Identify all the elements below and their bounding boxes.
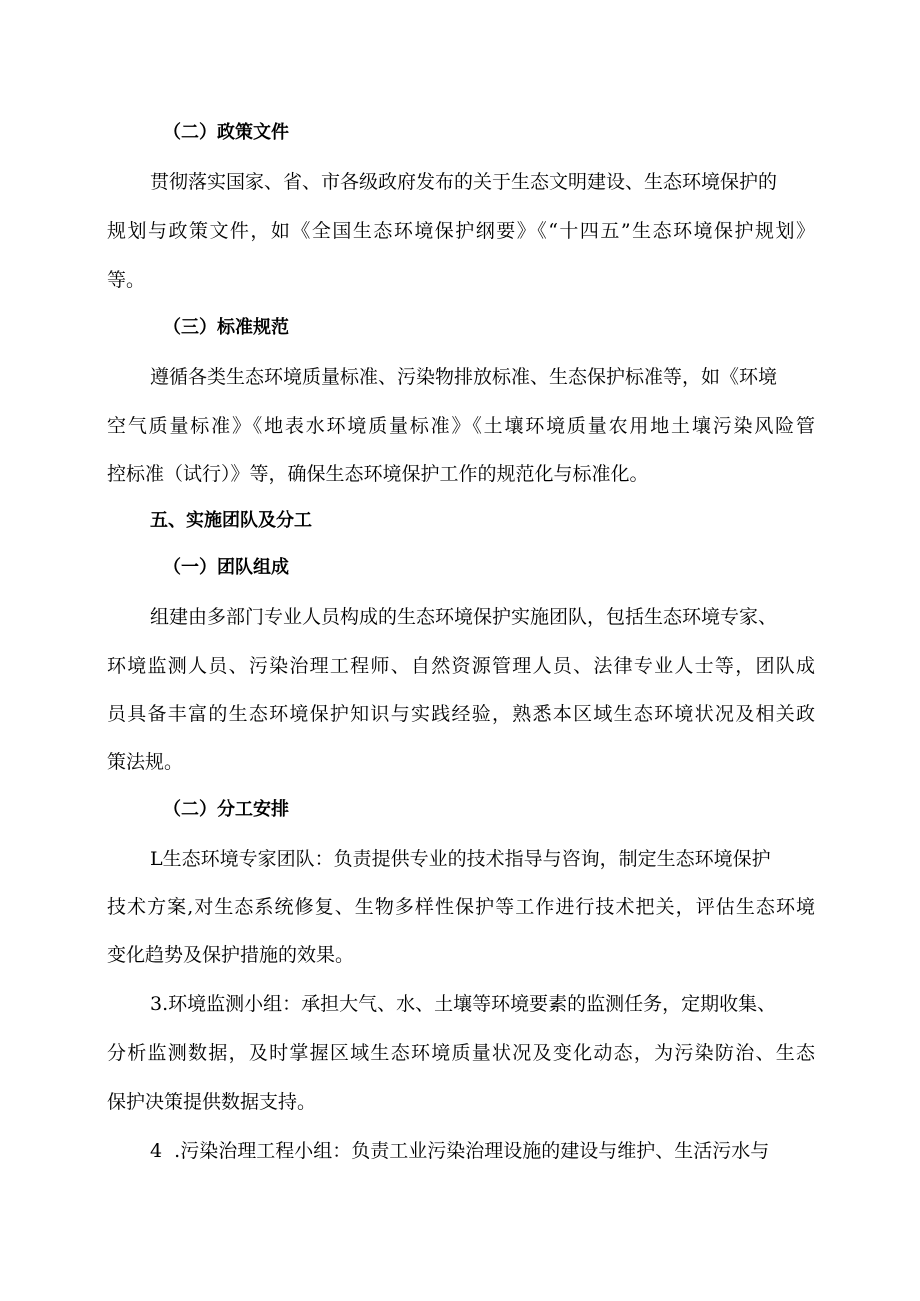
list-item-line: 4 .污染治理工程小组：负责工业污染治理设施的建设与维护、生活污水与 bbox=[150, 1140, 770, 1162]
section-heading-standards: （三）标准规范 bbox=[163, 317, 289, 338]
paragraph-line: 策法规。 bbox=[107, 751, 184, 773]
paragraph-line: 控标准（试行）》等，确保生态环境保护工作的规范化与标准化。 bbox=[107, 463, 649, 485]
list-item-line: L生态环境专家团队：负责提供专业的技术指导与咨询，制定生态环境保护 bbox=[150, 848, 771, 870]
list-item-line: 变化趋势及保护措施的效果。 bbox=[107, 944, 355, 966]
section-heading-policy: （二）政策文件 bbox=[163, 122, 289, 143]
paragraph-line: 组建由多部门专业人员构成的生态环境保护实施团队，包括生态环境专家、 bbox=[150, 606, 778, 628]
list-item-line: 技术方案,对生态系统修复、生物多样性保护等工作进行技术把关，评估生态环境 bbox=[107, 896, 815, 918]
section-heading-team: （一）团队组成 bbox=[163, 557, 289, 578]
paragraph-line: 空气质量标准》《地表水环境质量标准》《土壤环境质量农用地土壤污染风险管 bbox=[107, 415, 815, 437]
chapter-heading: 五、实施团队及分工 bbox=[150, 510, 312, 531]
paragraph-line: 规划与政策文件，如《全国生态环境保护纲要》《“十四五”生态环境保护规划》 bbox=[107, 220, 815, 242]
list-item-line: 保护决策提供数据支持。 bbox=[107, 1091, 317, 1113]
list-item-line: 分析监测数据，及时掌握区域生态环境质量状况及变化动态，为污染防治、生态 bbox=[107, 1042, 815, 1064]
paragraph-line: 等。 bbox=[107, 269, 146, 291]
paragraph-line: 贯彻落实国家、省、市各级政府发布的关于生态文明建设、生态环境保护的 bbox=[150, 171, 778, 193]
list-item-line: 3.环境监测小组：承担大气、水、土壤等环境要素的监测任务，定期收集、 bbox=[150, 993, 777, 1015]
paragraph-line: 员具备丰富的生态环境保护知识与实践经验，熟悉本区域生态环境状况及相关政 bbox=[107, 703, 815, 725]
paragraph-line: 遵循各类生态环境质量标准、污染物排放标准、生态保护标准等，如《环境 bbox=[150, 366, 778, 388]
paragraph-line: 环境监测人员、污染治理工程师、自然资源管理人员、法律专业人士等，团队成 bbox=[107, 655, 815, 677]
section-heading-division: （二）分工安排 bbox=[163, 799, 289, 820]
